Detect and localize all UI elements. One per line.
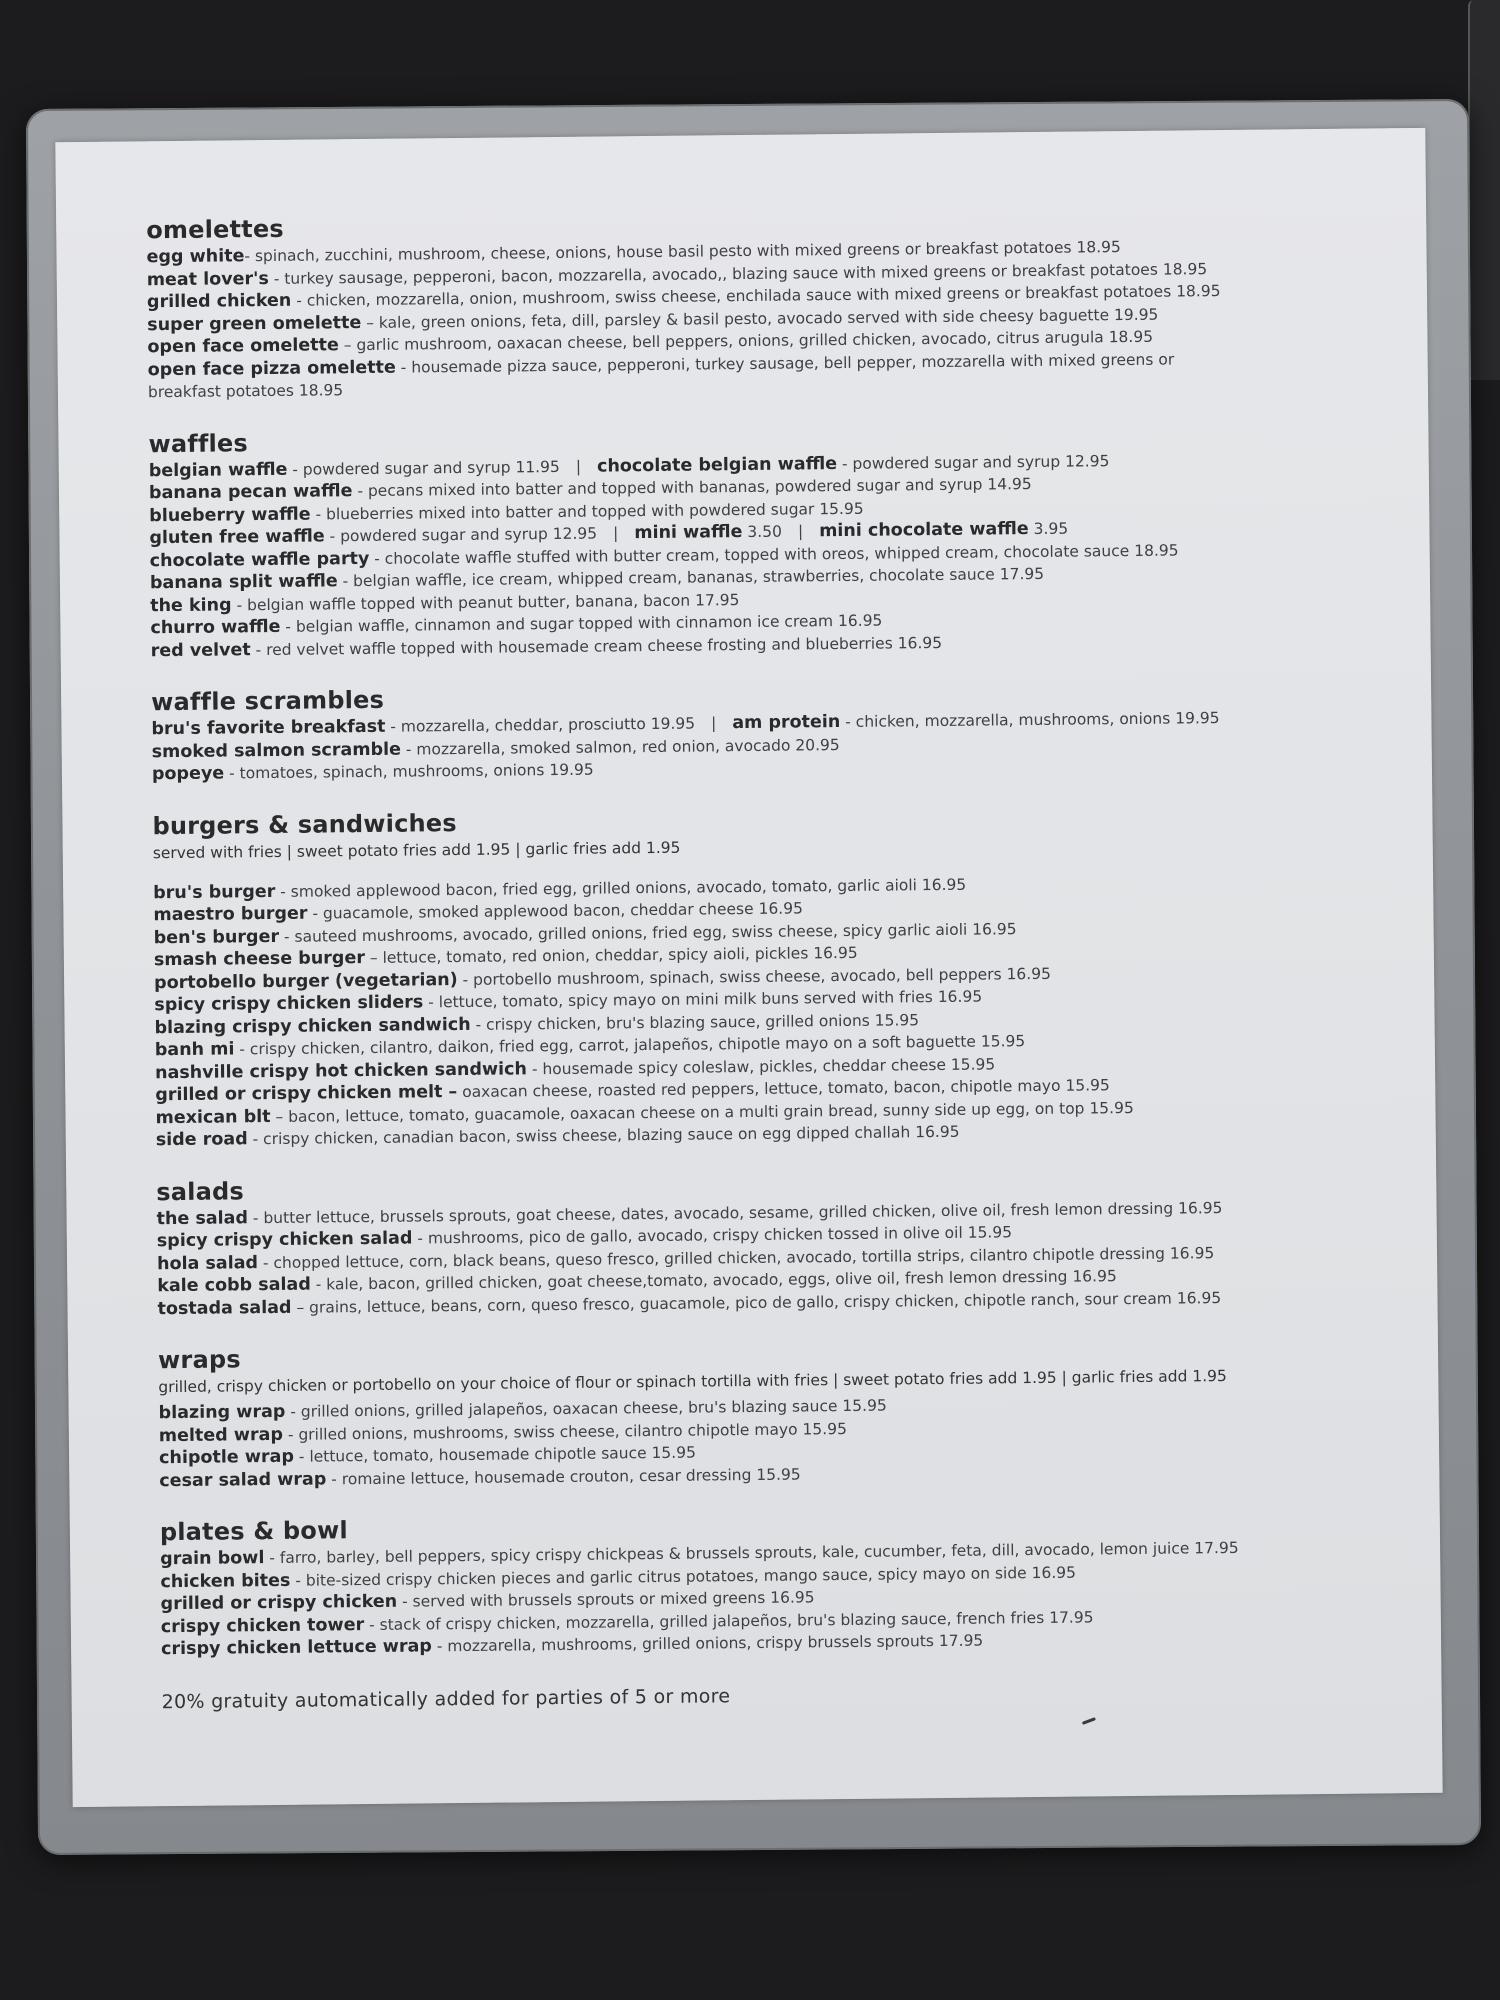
item-description: - mozzarella, mushrooms, grilled onions, crispy brussels sprouts 17.95	[431, 1631, 984, 1656]
item-name: the king	[150, 594, 232, 616]
item-name: spicy crispy chicken sliders	[154, 992, 424, 1016]
item-name: smoked salmon scramble	[151, 739, 402, 762]
item-name: mini waffle	[634, 522, 743, 544]
item-description: - crispy chicken, canadian bacon, swiss cheese, blazing sauce on egg dipped challah 16.95	[247, 1122, 960, 1149]
item-name: blazing wrap	[158, 1401, 286, 1424]
item-name: chocolate waffle party	[149, 548, 370, 571]
item-description: - belgian waffle topped with peanut butter, banana, bacon 17.95	[231, 590, 740, 614]
item-description: - kale, bacon, grilled chicken, goat cheese,tomato, avocado, eggs, olive oil, fresh lemon dressing 16.95	[310, 1267, 1117, 1294]
item-name: gluten free waffle	[149, 526, 325, 549]
item-name: belgian waffle	[148, 459, 288, 481]
menu-content	[146, 203, 1402, 1712]
item-description: - served with brussels sprouts or mixed greens 16.95	[397, 1588, 815, 1611]
item-name: am protein	[732, 712, 841, 734]
item-description: - bite-sized crispy chicken pieces and garlic citrus potatoes, mango sauce, spicy mayo on side 16.95	[290, 1563, 1077, 1590]
item-description: - red velvet waffle topped with housemade cream cheese frosting and blueberries 16.95	[250, 633, 943, 659]
item-description: – garlic mushroom, oaxacan cheese, bell peppers, onions, grilled chicken, avocado, citrus arugula 18.95	[338, 327, 1154, 355]
item-description: - pecans mixed into batter and topped with bananas, powdered sugar and syrup 14.95	[352, 475, 1032, 501]
item-description: - housemade pizza sauce, pepperoni, turkey sausage, bell pepper, mozzarella with mixed greens or breakfast potatoes 18.95	[147, 350, 1175, 402]
item-name: grilled or crispy chicken melt –	[155, 1082, 458, 1106]
item-name: banana pecan waffle	[148, 481, 353, 504]
item-description: - chocolate waffle stuffed with butter cream, topped with oreos, whipped cream, chocolate sauce 18.95	[369, 540, 1179, 568]
item-name: kale cobb salad	[157, 1274, 311, 1297]
section-note: served with fries | sweet potato fries add 1.95 | garlic fries add 1.95	[152, 838, 681, 862]
item-description: - tomatoes, spinach, mushrooms, onions 19.95	[224, 760, 594, 783]
item-description: - chicken, mozzarella, onion, mushroom, swiss cheese, enchilada sauce with mixed greens or breakfast potatoes 18.95	[291, 282, 1221, 310]
item-description: - crispy chicken, bru's blazing sauce, grilled onions 15.95	[470, 1010, 920, 1034]
item-name: tostada salad	[157, 1297, 292, 1319]
item-name: grain bowl	[160, 1548, 265, 1570]
item-description: - portobello mushroom, spinach, swiss cheese, avocado, bell peppers 16.95	[457, 964, 1051, 989]
item-name: chicken bites	[160, 1570, 291, 1592]
section-salads	[156, 1165, 1397, 1320]
section-title: wraps	[157, 1345, 241, 1375]
item-name: open face pizza omelette	[147, 357, 396, 380]
item-description: - mozzarella, smoked salmon, red onion, avocado 20.95	[400, 735, 840, 759]
item-description: - powdered sugar and syrup 12.95	[324, 524, 598, 546]
item-name: open face omelette	[147, 335, 339, 358]
item-name: ben's burger	[153, 926, 280, 948]
item-separator: |	[710, 714, 717, 733]
item-name: egg white	[146, 246, 245, 268]
item-description: - sauteed mushrooms, avocado, grilled onions, fried egg, swiss cheese, spicy garlic aioli 16.95	[278, 919, 1017, 946]
item-name: super green omelette	[147, 312, 362, 335]
item-name: nashville crispy hot chicken sandwich	[154, 1058, 528, 1083]
section-waffles	[148, 417, 1390, 662]
item-name: grilled chicken	[146, 290, 292, 313]
item-description: - mushrooms, pico de gallo, avocado, crispy chicken tossed in olive oil 15.95	[412, 1223, 1013, 1248]
item-description: - romaine lettuce, housemade crouton, cesar dressing 15.95	[326, 1464, 801, 1488]
section-title: burgers & sandwiches	[152, 808, 457, 840]
item-name: melted wrap	[158, 1424, 284, 1446]
item-description: - chicken, mozzarella, mushrooms, onions 19.95	[840, 709, 1220, 732]
section-plates-bowl	[160, 1505, 1401, 1660]
item-separator: |	[612, 524, 619, 543]
item-description: - crispy chicken, cilantro, daikon, fried egg, carrot, jalapeños, chipotle mayo on a soft baguette 15.95	[234, 1032, 1026, 1059]
item-name: cesar salad wrap	[159, 1468, 327, 1491]
item-description: - butter lettuce, brussels sprouts, goat cheese, dates, avocado, sesame, grilled chicken, olive oil, fresh lemon dressing 16.95	[247, 1198, 1223, 1227]
item-description: - lettuce, tomato, housemade chipotle sauce 15.95	[293, 1443, 696, 1466]
section-omelettes	[146, 203, 1388, 403]
section-title: omelettes	[146, 214, 284, 245]
item-description: - lettuce, tomato, spicy mayo on mini milk buns served with fries 16.95	[423, 987, 983, 1012]
item-separator: |	[797, 522, 804, 541]
item-description: - powdered sugar and syrup 11.95	[287, 457, 560, 479]
item-name: bru's favorite breakfast	[151, 716, 386, 740]
item-description: oaxacan cheese, roasted red peppers, lettuce, tomato, bacon, chipotle mayo 15.95	[457, 1076, 1110, 1102]
item-name: mexican blt	[155, 1106, 271, 1128]
item-description: – kale, green onions, feta, dill, parsley & basil pesto, avocado served with side cheesy baguette 19.95	[361, 305, 1159, 332]
menu-page	[55, 128, 1442, 1807]
item-name: blueberry waffle	[149, 504, 311, 526]
item-description: – lettuce, tomato, red onion, cheddar, spicy aioli, pickles 16.95	[364, 943, 858, 968]
item-name: grilled or crispy chicken	[160, 1591, 398, 1615]
section-title: plates & bowl	[159, 1516, 348, 1547]
item-description: – grains, lettuce, beans, corn, queso fresco, guacamole, pico de gallo, crispy chicken, chipotle ranch, sour cream 16.95	[291, 1288, 1222, 1317]
item-description: - housemade spicy coleslaw, pickles, cheddar cheese 15.95	[526, 1054, 996, 1078]
section-waffle-scrambles	[151, 675, 1392, 785]
item-description: - belgian waffle, ice cream, whipped cream, bananas, strawberries, chocolate sauce 17.95	[337, 564, 1045, 591]
item-name: churro waffle	[150, 616, 281, 639]
item-description: – bacon, lettuce, tomato, guacamole, oaxacan cheese on a multi grain bread, sunny side up egg, on top 15.95	[270, 1098, 1134, 1126]
item-name: smash cheese burger	[153, 948, 366, 971]
item-description: - farro, barley, bell peppers, spicy crispy chickpeas & brussels sprouts, kale, cucumber, feta, dill, avocado, lemon juice 17.95	[264, 1538, 1239, 1568]
item-description: 3.95	[1028, 519, 1069, 539]
section-wraps	[158, 1333, 1399, 1492]
item-name: banana split waffle	[149, 571, 338, 594]
section-title: waffle scrambles	[151, 685, 385, 717]
background-menu-edge	[1468, 0, 1500, 380]
item-name: side road	[155, 1129, 248, 1151]
item-description: - grilled onions, mushrooms, swiss cheese, cilantro chipotle mayo 15.95	[282, 1419, 847, 1444]
item-description: - guacamole, smoked applewood bacon, cheddar cheese 16.95	[307, 899, 804, 923]
item-name: bru's burger	[153, 881, 276, 903]
section-title: salads	[156, 1176, 245, 1206]
section-title: waffles	[148, 428, 249, 458]
item-name: red velvet	[150, 639, 251, 661]
gratuity-note: 20% gratuity automatically added for parties of 5 or more	[161, 1684, 731, 1713]
item-description: - chopped lettuce, corn, black beans, queso fresco, grilled chicken, avocado, tortilla strips, cilantro chipotle dressing 16.95	[257, 1243, 1215, 1272]
item-description: - belgian waffle, cinnamon and sugar topped with cinnamon ice cream 16.95	[280, 611, 883, 636]
item-name: chipotle wrap	[159, 1446, 295, 1469]
item-name: crispy chicken tower	[160, 1614, 365, 1637]
item-description: - spinach, zucchini, mushroom, cheese, onions, house basil pesto with mixed greens or breakfast potatoes 18.95	[244, 238, 1121, 266]
item-name: hola salad	[156, 1252, 259, 1274]
item-description: 3.50	[742, 522, 783, 542]
item-name: crispy chicken lettuce wrap	[161, 1636, 432, 1660]
section-burgers-sandwiches	[152, 799, 1395, 1152]
item-description: - mozzarella, cheddar, prosciutto 19.95	[385, 714, 696, 736]
item-description: - smoked applewood bacon, fried egg, grilled onions, avocado, tomato, garlic aioli 16.95	[275, 875, 967, 901]
item-name: mini chocolate waffle	[819, 519, 1029, 542]
item-name: portobello burger (vegetarian)	[154, 969, 458, 993]
paper-scuff-mark	[1082, 1717, 1096, 1725]
item-name: banh mi	[154, 1039, 235, 1061]
item-name: maestro burger	[153, 903, 308, 926]
item-name: meat lover's	[146, 268, 269, 290]
item-description: - powdered sugar and syrup 12.95	[836, 451, 1110, 473]
item-name: blazing crispy chicken sandwich	[154, 1014, 471, 1038]
section-note: grilled, crispy chicken or portobello on your choice of flour or spinach tortilla with fries | sweet potato fries add 1.95 | garlic fries add 1.95	[158, 1367, 1227, 1397]
item-description: - blueberries mixed into batter and topped with powdered sugar 15.95	[310, 499, 864, 524]
item-name: chocolate belgian waffle	[596, 453, 838, 477]
item-description: - turkey sausage, pepperoni, bacon, mozzarella, avocado,, blazing sauce with mixed greens or breakfast potatoes 18.95	[268, 259, 1208, 288]
item-name: the salad	[156, 1207, 249, 1229]
item-name: popeye	[151, 763, 225, 785]
item-description: - stack of crispy chicken, mozzarella, grilled jalapeños, bru's blazing sauce, french fries 17.95	[364, 1607, 1094, 1634]
item-description: - grilled onions, grilled jalapeños, oaxacan cheese, bru's blazing sauce 15.95	[285, 1396, 887, 1421]
item-name: spicy crispy chicken salad	[156, 1228, 413, 1252]
item-separator: |	[575, 457, 582, 476]
